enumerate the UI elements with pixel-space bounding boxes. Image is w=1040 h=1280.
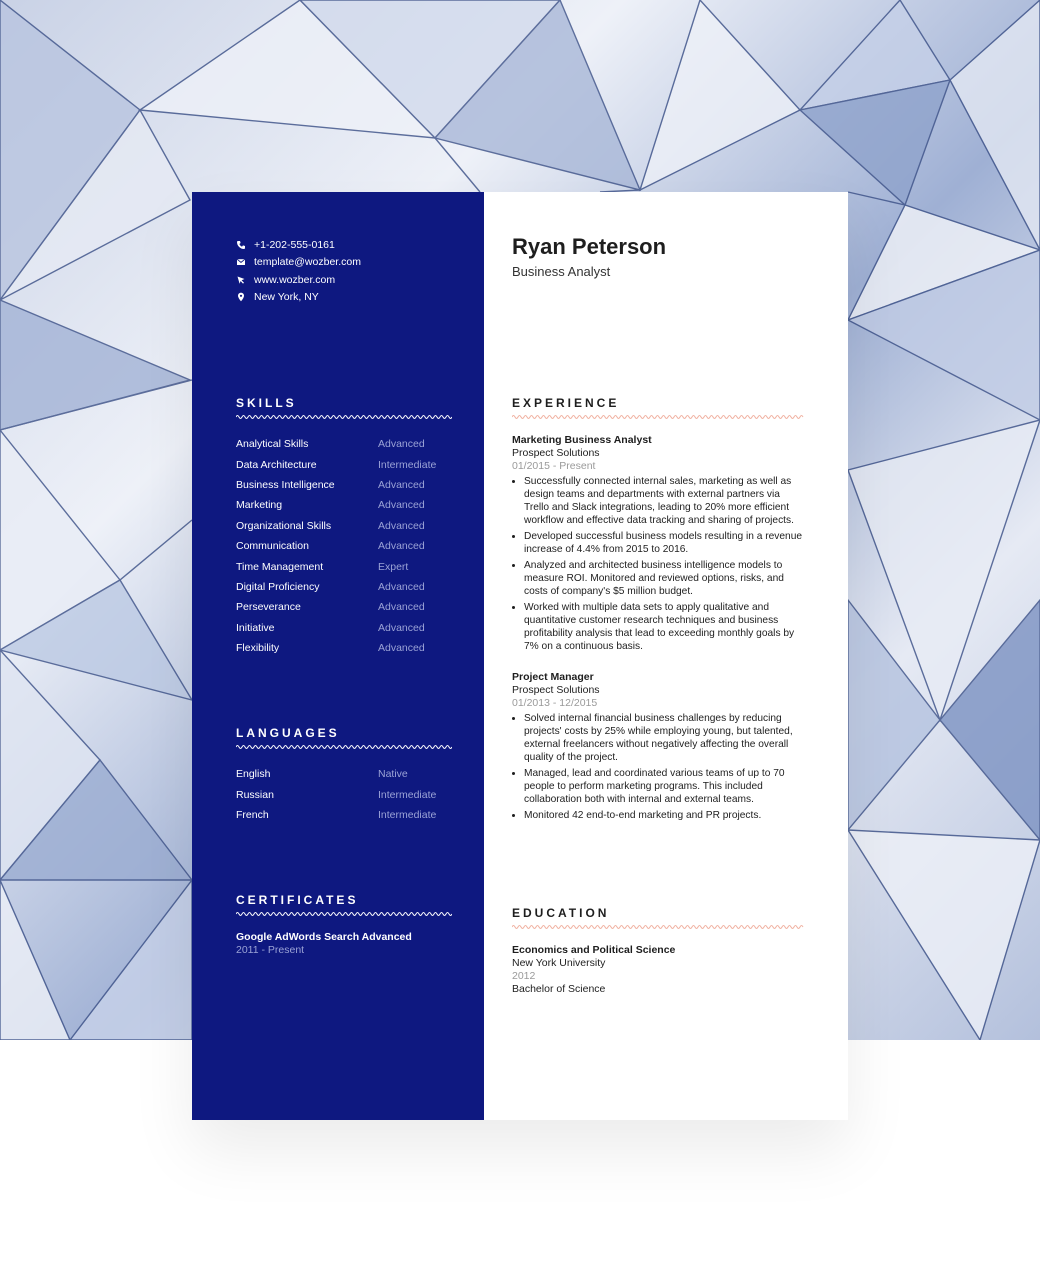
certificate-dates: 2011 - Present	[236, 944, 305, 956]
skill-row	[236, 516, 452, 536]
skill-row	[236, 495, 452, 515]
education-heading: EDUCATION	[512, 906, 610, 920]
resume-sidebar	[192, 192, 484, 1120]
job-bullets	[512, 712, 804, 822]
skills-heading: SKILLS	[236, 396, 297, 410]
education-entry	[512, 944, 804, 995]
certificates-section	[236, 893, 452, 956]
skill-name: Data Architecture	[236, 458, 317, 471]
skill-name: Digital Proficiency	[236, 580, 320, 593]
contact-website	[236, 271, 361, 289]
skill-name: Business Intelligence	[236, 478, 335, 491]
language-name: English	[236, 768, 271, 781]
certificates-wavy-divider	[236, 911, 452, 917]
language-name: French	[236, 808, 269, 821]
skill-row	[236, 597, 452, 617]
skill-level: Advanced	[378, 642, 425, 655]
skill-level: Advanced	[378, 540, 425, 553]
job-bullet: • Monitored 42 end-to-end marketing and PR projects.	[524, 809, 804, 822]
job-dates: 01/2013 - 12/2015	[512, 697, 598, 709]
skill-level: Expert	[378, 560, 409, 573]
skill-row	[236, 556, 452, 576]
job-role: Marketing Business Analyst	[512, 434, 652, 446]
skill-row	[236, 536, 452, 556]
job-bullets	[512, 475, 804, 653]
phone-icon	[236, 240, 246, 250]
skill-level: Advanced	[378, 601, 425, 614]
skill-row	[236, 618, 452, 638]
education-school: New York University	[512, 957, 606, 969]
skill-name: Communication	[236, 540, 309, 553]
contact-email-text[interactable]: template@wozber.com	[254, 256, 361, 269]
skills-wavy-divider	[236, 414, 452, 420]
contact-phone-text[interactable]: +1-202-555-0161	[254, 238, 335, 251]
skill-level: Advanced	[378, 621, 425, 634]
languages-section	[236, 726, 452, 825]
skill-level: Advanced	[378, 580, 425, 593]
language-level: Native	[378, 768, 408, 781]
job-bullet: • Analyzed and architected business intelligence models to measure ROI. Monitored and reviewed options, risks, and costs of company's $5 million budget.	[524, 559, 804, 598]
contact-phone	[236, 236, 361, 254]
resume-main	[484, 192, 848, 1120]
skill-row	[236, 475, 452, 495]
job-bullet: • Managed, lead and coordinated various teams of up to 70 people to perform marketing programs. This included collaboration both with internal and external teams.	[524, 767, 804, 806]
contact-location-text: New York, NY	[254, 291, 319, 304]
skill-level: Advanced	[378, 519, 425, 532]
job-company: Prospect Solutions	[512, 447, 600, 459]
languages-list	[236, 764, 452, 825]
skill-row	[236, 434, 452, 454]
contact-website-text[interactable]: www.wozber.com	[254, 273, 336, 286]
education-wavy-divider	[512, 924, 804, 930]
skill-row	[236, 577, 452, 597]
education-section	[512, 906, 804, 995]
skill-level: Advanced	[378, 478, 425, 491]
experience-wavy-divider	[512, 414, 804, 420]
education-degree: Bachelor of Science	[512, 983, 606, 995]
certificate-name: Google AdWords Search Advanced	[236, 931, 412, 943]
job-company: Prospect Solutions	[512, 684, 600, 696]
resume-page	[192, 192, 848, 1120]
certificates-heading: CERTIFICATES	[236, 893, 359, 907]
language-row	[236, 784, 452, 804]
skill-level: Advanced	[378, 499, 425, 512]
contact-location	[236, 289, 361, 307]
job-bullet: • Solved internal financial business challenges by reducing projects' costs by 25% while employing young, but talented, external freelancers without negatively affecting the overall quality of the project.	[524, 712, 804, 764]
job-dates: 01/2015 - Present	[512, 460, 596, 472]
contact-list	[236, 236, 361, 306]
person-name: Ryan Peterson	[512, 234, 667, 259]
experience-section	[512, 396, 804, 825]
person-title: Business Analyst	[512, 264, 611, 279]
cursor-icon	[236, 275, 246, 285]
contact-email	[236, 254, 361, 272]
skill-row	[236, 638, 452, 658]
education-field: Economics and Political Science	[512, 944, 676, 956]
languages-wavy-divider	[236, 744, 452, 750]
education-year: 2012	[512, 970, 536, 982]
job-bullet: • Successfully connected internal sales, marketing as well as design teams and departments with external partners via Trello and Slack integrations, leading to 20% more efficient workflow and effective data tracking and sharing of projects.	[524, 475, 804, 527]
language-name: Russian	[236, 788, 274, 801]
skills-list	[236, 434, 452, 658]
job-role: Project Manager	[512, 671, 594, 683]
skill-name: Marketing	[236, 499, 283, 512]
job-bullet: • Developed successful business models resulting in a revenue increase of 4.4% from 2015 to 2016.	[524, 530, 804, 556]
skill-level: Intermediate	[378, 458, 437, 471]
skill-row	[236, 454, 452, 474]
envelope-icon	[236, 257, 246, 267]
skill-level: Advanced	[378, 438, 425, 451]
job-entry	[512, 671, 804, 822]
job-entry	[512, 434, 804, 653]
skill-name: Perseverance	[236, 601, 301, 614]
language-level: Intermediate	[378, 808, 437, 821]
languages-heading: LANGUAGES	[236, 726, 340, 740]
location-pin-icon	[236, 292, 246, 302]
name-block	[512, 234, 666, 279]
skill-name: Analytical Skills	[236, 438, 309, 451]
skill-name: Flexibility	[236, 642, 280, 655]
language-row	[236, 805, 452, 825]
language-row	[236, 764, 452, 784]
language-level: Intermediate	[378, 788, 437, 801]
skills-section	[236, 396, 452, 658]
skill-name: Time Management	[236, 560, 324, 573]
job-bullet: • Worked with multiple data sets to apply qualitative and quantitative customer research techniques and business profitability analysis that lead to exceeding monthly goals by 7% on a continuous basis.	[524, 601, 804, 653]
skill-name: Organizational Skills	[236, 519, 332, 532]
experience-heading: EXPERIENCE	[512, 396, 620, 410]
skill-name: Initiative	[236, 621, 275, 634]
